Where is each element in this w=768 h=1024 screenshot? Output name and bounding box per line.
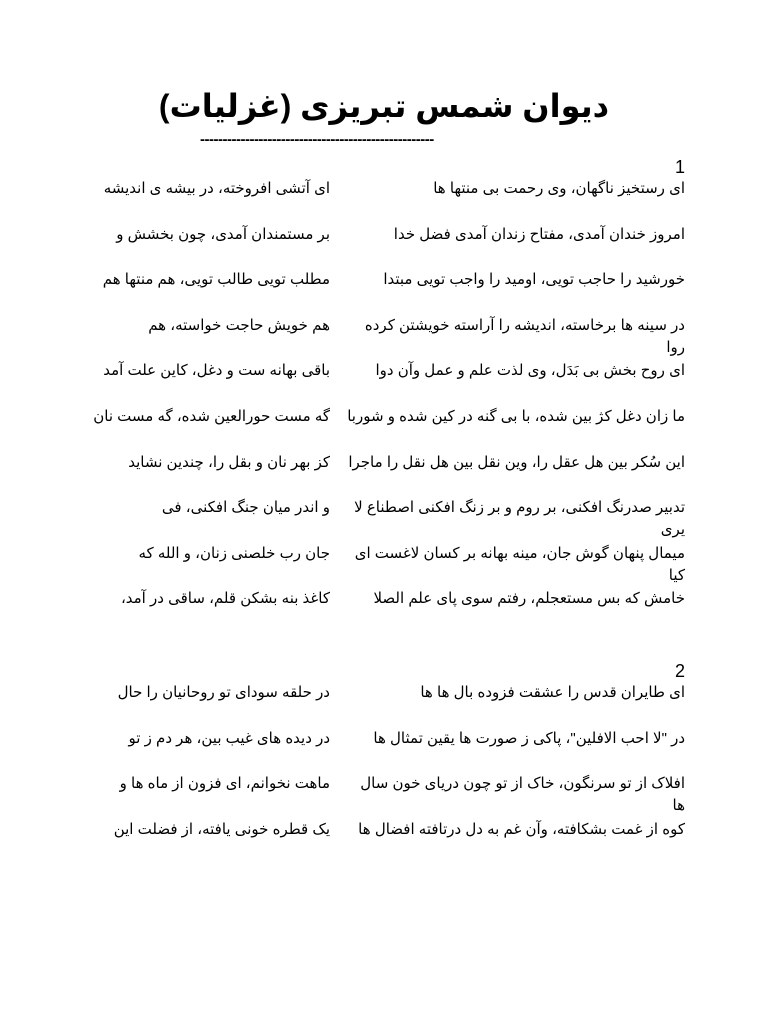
verse-first-hemistich: ای طایران قدس را عشقت فزوده بال ها ها <box>420 684 685 701</box>
verse-first-hemistich: امروز خندان آمدی، مفتاح زندان آمدی فضل خدا <box>393 225 685 243</box>
verse-row <box>0 315 768 361</box>
verse-second-hemistich: ای آتشی افروخته، در بیشه ی اندیشه <box>103 180 330 197</box>
verse-first-hemistich: افلاک از تو سرنگون، خاک از تو چون دریای خون سال ها <box>360 775 685 815</box>
verse-first-hemistich: خورشید را حاجب تویی، اومید را واجب تویی مبتدا <box>383 271 685 289</box>
verse-row <box>0 224 768 270</box>
verse-second-hemistich: کاغذ بنه بشکن قلم، ساقی در آمد، <box>120 590 330 608</box>
verse-second-hemistich: ماهت نخوانم، ای فزون از ماه ها و <box>119 775 330 793</box>
verse-second-hemistich: کز بهر نان و بقل را، چندین نشاید <box>128 453 330 471</box>
verse-row <box>0 452 768 498</box>
verse-first-hemistich: ای رستخیز ناگهان، وی رحمت بی منتها ها <box>433 180 685 197</box>
title-underline: ---------------------------------------------------- <box>200 131 434 148</box>
verse-first-hemistich: خامش که بس مستعجلم، رفتم سوی پای علم الصلا <box>373 590 685 608</box>
verse-second-hemistich: در دیده های غیب بین، هر دم ز تو <box>128 729 330 747</box>
verse-first-hemistich: کوه از غمت بشکافته، وآن غم به دل درتافته افضال ها <box>358 820 685 838</box>
verse-row <box>0 360 768 406</box>
verse-row <box>0 728 768 774</box>
verse-row <box>0 682 768 728</box>
verse-first-hemistich: میمال پنهان گوش جان، مینه بهانه بر کسان لاغست ای کیا <box>354 544 685 584</box>
verse-second-hemistich: در حلقه سودای تو روحانیان را حال <box>117 684 330 701</box>
page-title: دیوان شمس تبریزی (غزلیات) <box>158 88 610 124</box>
verse-second-hemistich: و اندر میان جنگ افکنی، فی <box>161 499 330 517</box>
verse-first-hemistich: در سینه ها برخاسته، اندیشه را آراسته خویشتن کرده روا <box>364 316 685 356</box>
verse-second-hemistich: هم خویش حاجت خواسته، هم <box>148 316 330 334</box>
verse-row <box>0 269 768 315</box>
verse-second-hemistich: بر مستمندان آمدی، چون بخشش و <box>116 225 330 243</box>
verse-second-hemistich: جان رب خلصنی زنان، و الله که <box>138 544 330 562</box>
verse-row <box>0 819 768 865</box>
verse-first-hemistich: ما زان دغل کژ بین شده، با بی گنه در کین شده و شوربا <box>347 408 685 425</box>
verse-row <box>0 497 768 543</box>
verse-row <box>0 773 768 819</box>
verse-first-hemistich: در "لا احب الافلین"، پاکی ز صورت ها یقین تمثال ها <box>373 729 685 747</box>
verse-first-hemistich: این سُکر بین هل عقل را، وین نقل بین هل نقل را ماجرا <box>348 453 685 471</box>
verse-second-hemistich: یک قطره خونی یافته، از فضلت این <box>113 820 330 838</box>
verse-second-hemistich: مطلب تویی طالب تویی، هم منتها هم <box>102 271 330 289</box>
verse-row <box>0 588 768 634</box>
verse-row <box>0 406 768 452</box>
ghazal-number: 1 <box>674 157 685 177</box>
verse-first-hemistich: ای روح بخش بی بَدَل، وی لذت علم و عمل وآن دوا <box>375 362 685 380</box>
verse-row <box>0 543 768 589</box>
ghazal-number: 2 <box>674 661 685 681</box>
verse-second-hemistich: گه مست حورالعین شده، گه مست نان <box>93 408 330 425</box>
verse-second-hemistich: باقی بهانه ست و دغل، کاین علت آمد <box>103 362 330 380</box>
verse-row <box>0 178 768 224</box>
verse-first-hemistich: تدبیر صدرنگ افکنی، بر روم و بر زنگ افکنی اصطناع لا یری <box>354 499 685 539</box>
